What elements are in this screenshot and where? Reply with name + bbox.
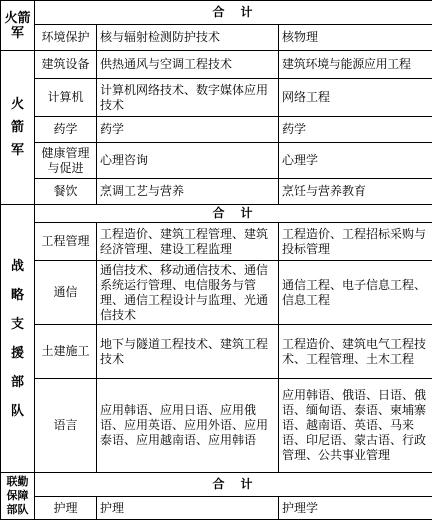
vocational-major: 工程造价、建筑工程管理、建筑经济管理、建设工程监理: [97, 223, 279, 261]
sub-category: 土建施工: [35, 325, 97, 379]
table-row: [1, 223, 432, 261]
section-title-line-3: 部队: [4, 503, 31, 517]
university-major: 药学: [279, 117, 432, 143]
sub-category: 健康管理与促进: [35, 143, 97, 179]
spacer: [4, 274, 31, 288]
university-major: 应用韩语、俄语、日语、俄语、缅甸语、泰语、柬埔寨语、越南语、英语、马来语、印尼语、蒙古语、行政管理、公共事业管理: [279, 379, 432, 473]
spacer: [4, 332, 31, 346]
section-title-rocket-force-2: [1, 51, 35, 205]
vocational-major: 计算机网络技术、数字媒体应用技术: [97, 79, 279, 117]
university-major: 建筑环境与能源应用工程: [279, 51, 432, 79]
university-major: 网络工程: [279, 79, 432, 117]
section-title-line-2: 军: [4, 26, 31, 41]
table-row: [1, 51, 432, 79]
university-major: 工程造价、工程招标采购与投标管理: [279, 223, 432, 261]
section-title-joint-logistics: [1, 473, 35, 520]
vocational-major: 核与辐射检测防护技术: [97, 25, 279, 51]
section-title-char: 箭: [4, 120, 31, 135]
vocational-major: 通信技术、移动通信技术、通信系统运行管理、电信服务与管理、通信工程设计与监理、光通信技术: [97, 261, 279, 325]
university-major: 通信工程、电子信息工程、信息工程: [279, 261, 432, 325]
vocational-major: 药学: [97, 117, 279, 143]
vocational-major: 护理: [97, 497, 279, 520]
sub-category: 语言: [35, 379, 97, 473]
university-major: 烹饪与营养教育: [279, 179, 432, 205]
spacer: [4, 390, 31, 404]
section-title-char: 队: [4, 404, 31, 419]
sub-category: 计算机: [35, 79, 97, 117]
section-title-char: 部: [4, 375, 31, 390]
section-title-char: 战: [4, 259, 31, 274]
section-title-char: 火: [4, 97, 31, 112]
table-row: [1, 1, 432, 25]
spacer: [4, 112, 31, 120]
vocational-major: 供热通风与空调工程技术: [97, 51, 279, 79]
university-major: 护理学: [279, 497, 432, 520]
table-row: [1, 117, 432, 143]
table-row: [1, 379, 432, 473]
university-major: 心理学: [279, 143, 432, 179]
university-major: 工程造价、建筑电气工程技术、工程管理、土木工程: [279, 325, 432, 379]
vocational-major: 烹调工艺与营养: [97, 179, 279, 205]
sub-category: 护理: [35, 497, 97, 520]
table-row: [1, 497, 432, 520]
sub-category: 餐饮: [35, 179, 97, 205]
spacer: [4, 303, 31, 317]
sub-category: 建筑设备: [35, 51, 97, 79]
total-label: 合 计: [35, 205, 432, 223]
section-title-strategic-support: [1, 205, 35, 473]
university-major: 核物理: [279, 25, 432, 51]
vocational-major: 应用韩语、应用日语、应用俄语、应用英语、应用外语、应用泰语、应用越南语、应用韩语: [97, 379, 279, 473]
spacer: [4, 135, 31, 143]
table-row: [1, 261, 432, 325]
table-row: [1, 325, 432, 379]
section-title-char: 略: [4, 288, 31, 303]
sub-category: 药学: [35, 117, 97, 143]
table-row: [1, 179, 432, 205]
sub-category: 工程管理: [35, 223, 97, 261]
total-label: 合 计: [35, 1, 432, 25]
sub-category: 环境保护: [35, 25, 97, 51]
total-label: 合 计: [35, 473, 432, 497]
section-title-line-1: 火箭: [4, 11, 31, 26]
section-title-line-2: 保障: [4, 489, 31, 503]
section-title-char: 支: [4, 317, 31, 332]
section-title-line-1: 联勤: [4, 475, 31, 489]
section-title-rocket-force: [1, 1, 35, 51]
table-row: [1, 205, 432, 223]
spacer: [4, 361, 31, 375]
vocational-major: 心理咨询: [97, 143, 279, 179]
table-row: [1, 25, 432, 51]
table-row: [1, 143, 432, 179]
section-title-char: 军: [4, 143, 31, 158]
vocational-major: 地下与隧道工程技术、建筑工程技术: [97, 325, 279, 379]
sub-category: 通信: [35, 261, 97, 325]
table-row: [1, 79, 432, 117]
section-title-char: 援: [4, 346, 31, 361]
table-row: [1, 473, 432, 497]
